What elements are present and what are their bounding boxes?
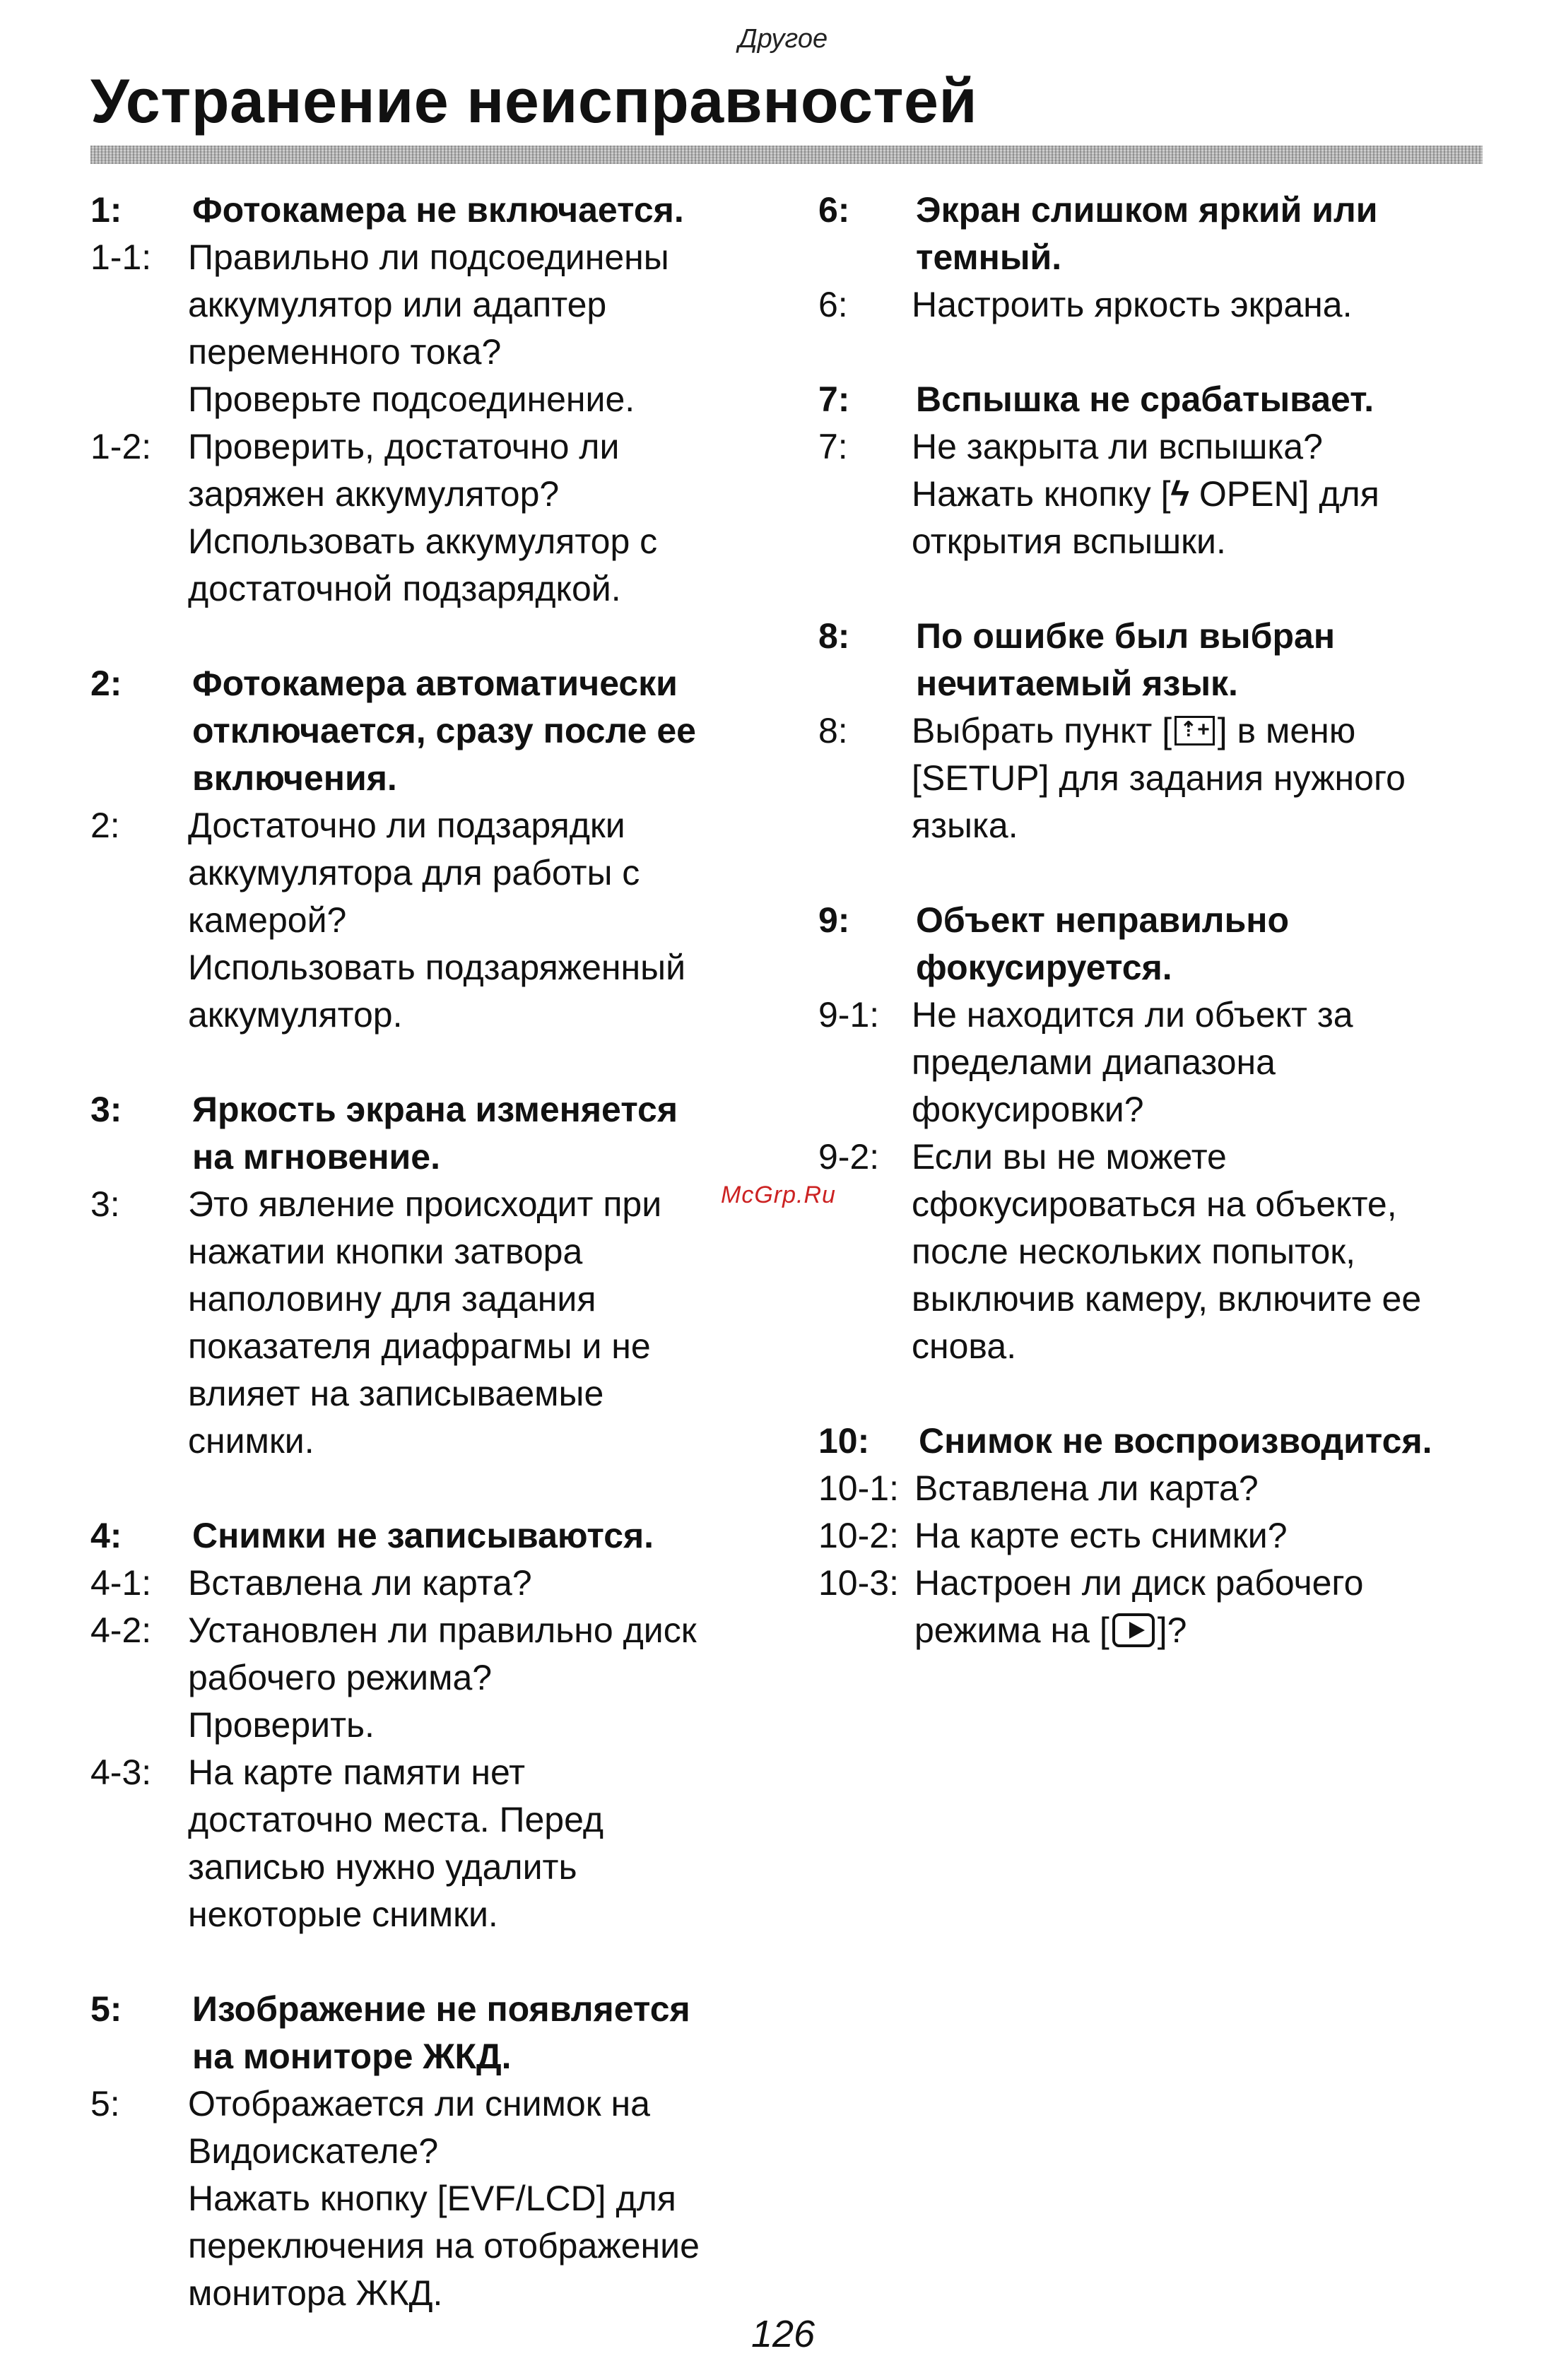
answer-row: [90, 1560, 769, 1607]
answer-row: [818, 1560, 1497, 1654]
answer-line: выключив камеру, включите ее: [912, 1279, 1422, 1319]
right-column: [818, 187, 1497, 1702]
item-number: 9:: [818, 900, 850, 940]
answer-text: Вставлена ли карта?: [188, 1563, 532, 1603]
answer-row: [90, 423, 769, 613]
answer-row: [90, 1181, 769, 1465]
answer-number: 10-1:: [818, 1468, 899, 1508]
answer-text: [188, 1607, 769, 1749]
answer-line: рабочего режима?: [188, 1658, 493, 1697]
question-text: Фотокамера не включается.: [192, 190, 684, 230]
answer-number: 1-1:: [90, 237, 152, 277]
answer-line-part: OPEN] для: [1189, 474, 1379, 514]
answer-line-part: ]?: [1157, 1610, 1187, 1650]
answer-number: 4-2:: [90, 1610, 152, 1650]
answer-line: переключения на отображение: [188, 2226, 700, 2266]
answer-line: снимки.: [188, 1421, 314, 1461]
page-title: Устранение неисправностей: [90, 66, 978, 136]
item-number: 2:: [90, 664, 122, 703]
answer-line: Проверить, достаточно ли: [188, 427, 620, 466]
item-number: 8:: [818, 616, 850, 656]
question-text: Снимки не записываются.: [192, 1516, 654, 1555]
answer-line: Настроен ли диск рабочего: [914, 1563, 1364, 1603]
left-column: [90, 187, 769, 2364]
answer-line-part: ] в меню: [1217, 711, 1356, 750]
answer-row: [818, 991, 1497, 1133]
answer-line: Установлен ли правильно диск: [188, 1610, 697, 1650]
answer-row: [90, 1749, 769, 1938]
question-row: [90, 1086, 769, 1181]
answer-line: Использовать подзаряженный: [188, 948, 686, 987]
question-row: [818, 187, 1497, 281]
question-line: фокусируется.: [916, 948, 1172, 987]
answer-text: [188, 234, 769, 423]
answer-text: На карте есть снимки?: [914, 1516, 1288, 1555]
question-row: [90, 1512, 769, 1560]
question-line: Объект неправильно: [916, 900, 1290, 940]
answer-line: Правильно ли подсоединены: [188, 237, 669, 277]
answer-line: Проверить.: [188, 1705, 375, 1745]
answer-line: аккумулятор или адаптер: [188, 285, 607, 324]
answer-line: языка.: [912, 806, 1018, 845]
answer-line: Не закрыта ли вспышка?: [912, 427, 1323, 466]
answer-line: достаточной подзарядкой.: [188, 569, 621, 608]
answer-line: снова.: [912, 1326, 1017, 1366]
answer-line: Не находится ли объект за: [912, 995, 1353, 1035]
question-line: отключается, сразу после ее: [192, 711, 696, 750]
question-text: [188, 1086, 769, 1181]
answer-text: Вставлена ли карта?: [914, 1468, 1259, 1508]
answer-line: аккумулятора для работы с: [188, 853, 640, 892]
question-line: По ошибке был выбран: [916, 616, 1336, 656]
answer-number: 5:: [90, 2084, 120, 2123]
question-line: нечитаемый язык.: [916, 664, 1238, 703]
question-row: [818, 613, 1497, 707]
answer-number: 7:: [818, 427, 848, 466]
answer-line: показателя диафрагмы и не: [188, 1326, 651, 1366]
question-line: Фотокамера автоматически: [192, 664, 678, 703]
title-rule: [90, 146, 1483, 164]
question-line: на мониторе ЖКД.: [192, 2037, 512, 2076]
item-3: [90, 1086, 769, 1465]
answer-text: [912, 707, 1497, 849]
watermark: McGrp.Ru: [721, 1182, 836, 1208]
answer-line: Использовать аккумулятор с: [188, 522, 658, 561]
question-row: [818, 376, 1497, 423]
flash-icon: ϟ: [1170, 474, 1189, 514]
answer-text: [188, 1749, 769, 1938]
answer-line: заряжен аккумулятор?: [188, 474, 560, 514]
answer-text: [188, 423, 769, 613]
answer-text: [912, 1133, 1497, 1370]
item-5: [90, 1986, 769, 2317]
answer-line: Достаточно ли подзарядки: [188, 806, 625, 845]
question-text: [912, 613, 1497, 707]
question-row: [90, 660, 769, 802]
answer-text: [188, 2080, 769, 2317]
answer-line: нажатии кнопки затвора: [188, 1232, 583, 1271]
answer-text: [188, 1181, 769, 1465]
question-line: на мгновение.: [192, 1137, 440, 1177]
item-number: 10:: [818, 1421, 870, 1461]
answer-row: [818, 1465, 1497, 1512]
answer-number: 3:: [90, 1184, 120, 1224]
answer-line: Нажать кнопку [EVF/LCD] для: [188, 2179, 676, 2218]
answer-row: [90, 2080, 769, 2317]
answer-number: 1-2:: [90, 427, 152, 466]
answer-line-part: режима на [: [914, 1610, 1109, 1650]
answer-line: Отображается ли снимок на: [188, 2084, 650, 2123]
question-row: [818, 897, 1497, 991]
answer-row: [818, 1133, 1497, 1370]
item-6: [818, 187, 1497, 329]
answer-line: пределами диапазона: [912, 1042, 1276, 1082]
question-text: [912, 187, 1497, 281]
item-8: [818, 613, 1497, 849]
answer-row: [90, 234, 769, 423]
item-number: 3:: [90, 1090, 122, 1129]
answer-line: сфокусироваться на объекте,: [912, 1184, 1397, 1224]
answer-row: [818, 281, 1497, 329]
item-number: 4:: [90, 1516, 122, 1555]
answer-line: фокусировки?: [912, 1090, 1144, 1129]
answer-line: Это явление происходит при: [188, 1184, 662, 1224]
answer-number: 9-2:: [818, 1137, 880, 1177]
item-9: [818, 897, 1497, 1370]
answer-row: [818, 1512, 1497, 1560]
answer-text: Настроить яркость экрана.: [912, 285, 1353, 324]
page-number: 126: [750, 2313, 816, 2355]
answer-text: [188, 802, 769, 1039]
answer-line: камерой?: [188, 900, 347, 940]
question-line: включения.: [192, 758, 397, 798]
answer-line-part: Выбрать пункт [: [912, 711, 1172, 750]
answer-line: некоторые снимки.: [188, 1895, 498, 1934]
question-text: [912, 897, 1497, 991]
answer-number: 6:: [818, 285, 848, 324]
answer-number: 4-3:: [90, 1752, 152, 1792]
play-icon: [1112, 1613, 1155, 1647]
answer-line: достаточно места. Перед: [188, 1800, 604, 1839]
question-line: темный.: [916, 237, 1062, 277]
answer-line-part: Нажать кнопку [: [912, 474, 1171, 514]
answer-line: после нескольких попыток,: [912, 1232, 1356, 1271]
question-row: [818, 1418, 1497, 1465]
answer-number: 4-1:: [90, 1563, 152, 1603]
item-7: [818, 376, 1497, 565]
answer-line: [SETUP] для задания нужного: [912, 758, 1406, 798]
question-line: Экран слишком яркий или: [916, 190, 1378, 230]
question-text: [188, 660, 769, 802]
answer-line: наполовину для задания: [188, 1279, 596, 1319]
question-row: [90, 1986, 769, 2080]
item-number: 5:: [90, 1989, 122, 2029]
answer-line: На карте памяти нет: [188, 1752, 526, 1792]
language-icon: ⇡+: [1174, 716, 1215, 746]
item-number: 6:: [818, 190, 850, 230]
answer-text: [914, 1560, 1497, 1654]
item-number: 7:: [818, 379, 850, 419]
question-text: Снимок не воспроизводится.: [919, 1421, 1432, 1461]
answer-row: [90, 1607, 769, 1749]
answer-line: монитора ЖКД.: [188, 2273, 443, 2313]
question-text: [188, 1986, 769, 2080]
item-1: [90, 187, 769, 613]
answer-row: [818, 423, 1497, 565]
question-text: Вспышка не срабатывает.: [916, 379, 1374, 419]
answer-number: 2:: [90, 806, 120, 845]
question-line: Изображение не появляется: [192, 1989, 690, 2029]
answer-text: [912, 991, 1497, 1133]
answer-row: [90, 802, 769, 1039]
answer-number: 10-3:: [818, 1563, 899, 1603]
answer-number: 9-1:: [818, 995, 880, 1035]
item-number: 1:: [90, 190, 122, 230]
answer-line: аккумулятор.: [188, 995, 403, 1035]
answer-number: 8:: [818, 711, 848, 750]
answer-line: записью нужно удалить: [188, 1847, 577, 1887]
question-row: [90, 187, 769, 234]
answer-line: переменного тока?: [188, 332, 502, 372]
item-2: [90, 660, 769, 1039]
answer-line: Проверьте подсоединение.: [188, 379, 635, 419]
answer-row: [818, 707, 1497, 849]
answer-line: открытия вспышки.: [912, 522, 1226, 561]
answer-line: влияет на записываемые: [188, 1374, 604, 1413]
section-label: Другое: [738, 24, 828, 54]
answer-number: 10-2:: [818, 1516, 899, 1555]
item-4: [90, 1512, 769, 1938]
item-10: [818, 1418, 1497, 1654]
question-line: Яркость экрана изменяется: [192, 1090, 678, 1129]
answer-text: [912, 423, 1497, 565]
answer-line: Если вы не можете: [912, 1137, 1227, 1177]
answer-line: Видоискателе?: [188, 2131, 439, 2171]
